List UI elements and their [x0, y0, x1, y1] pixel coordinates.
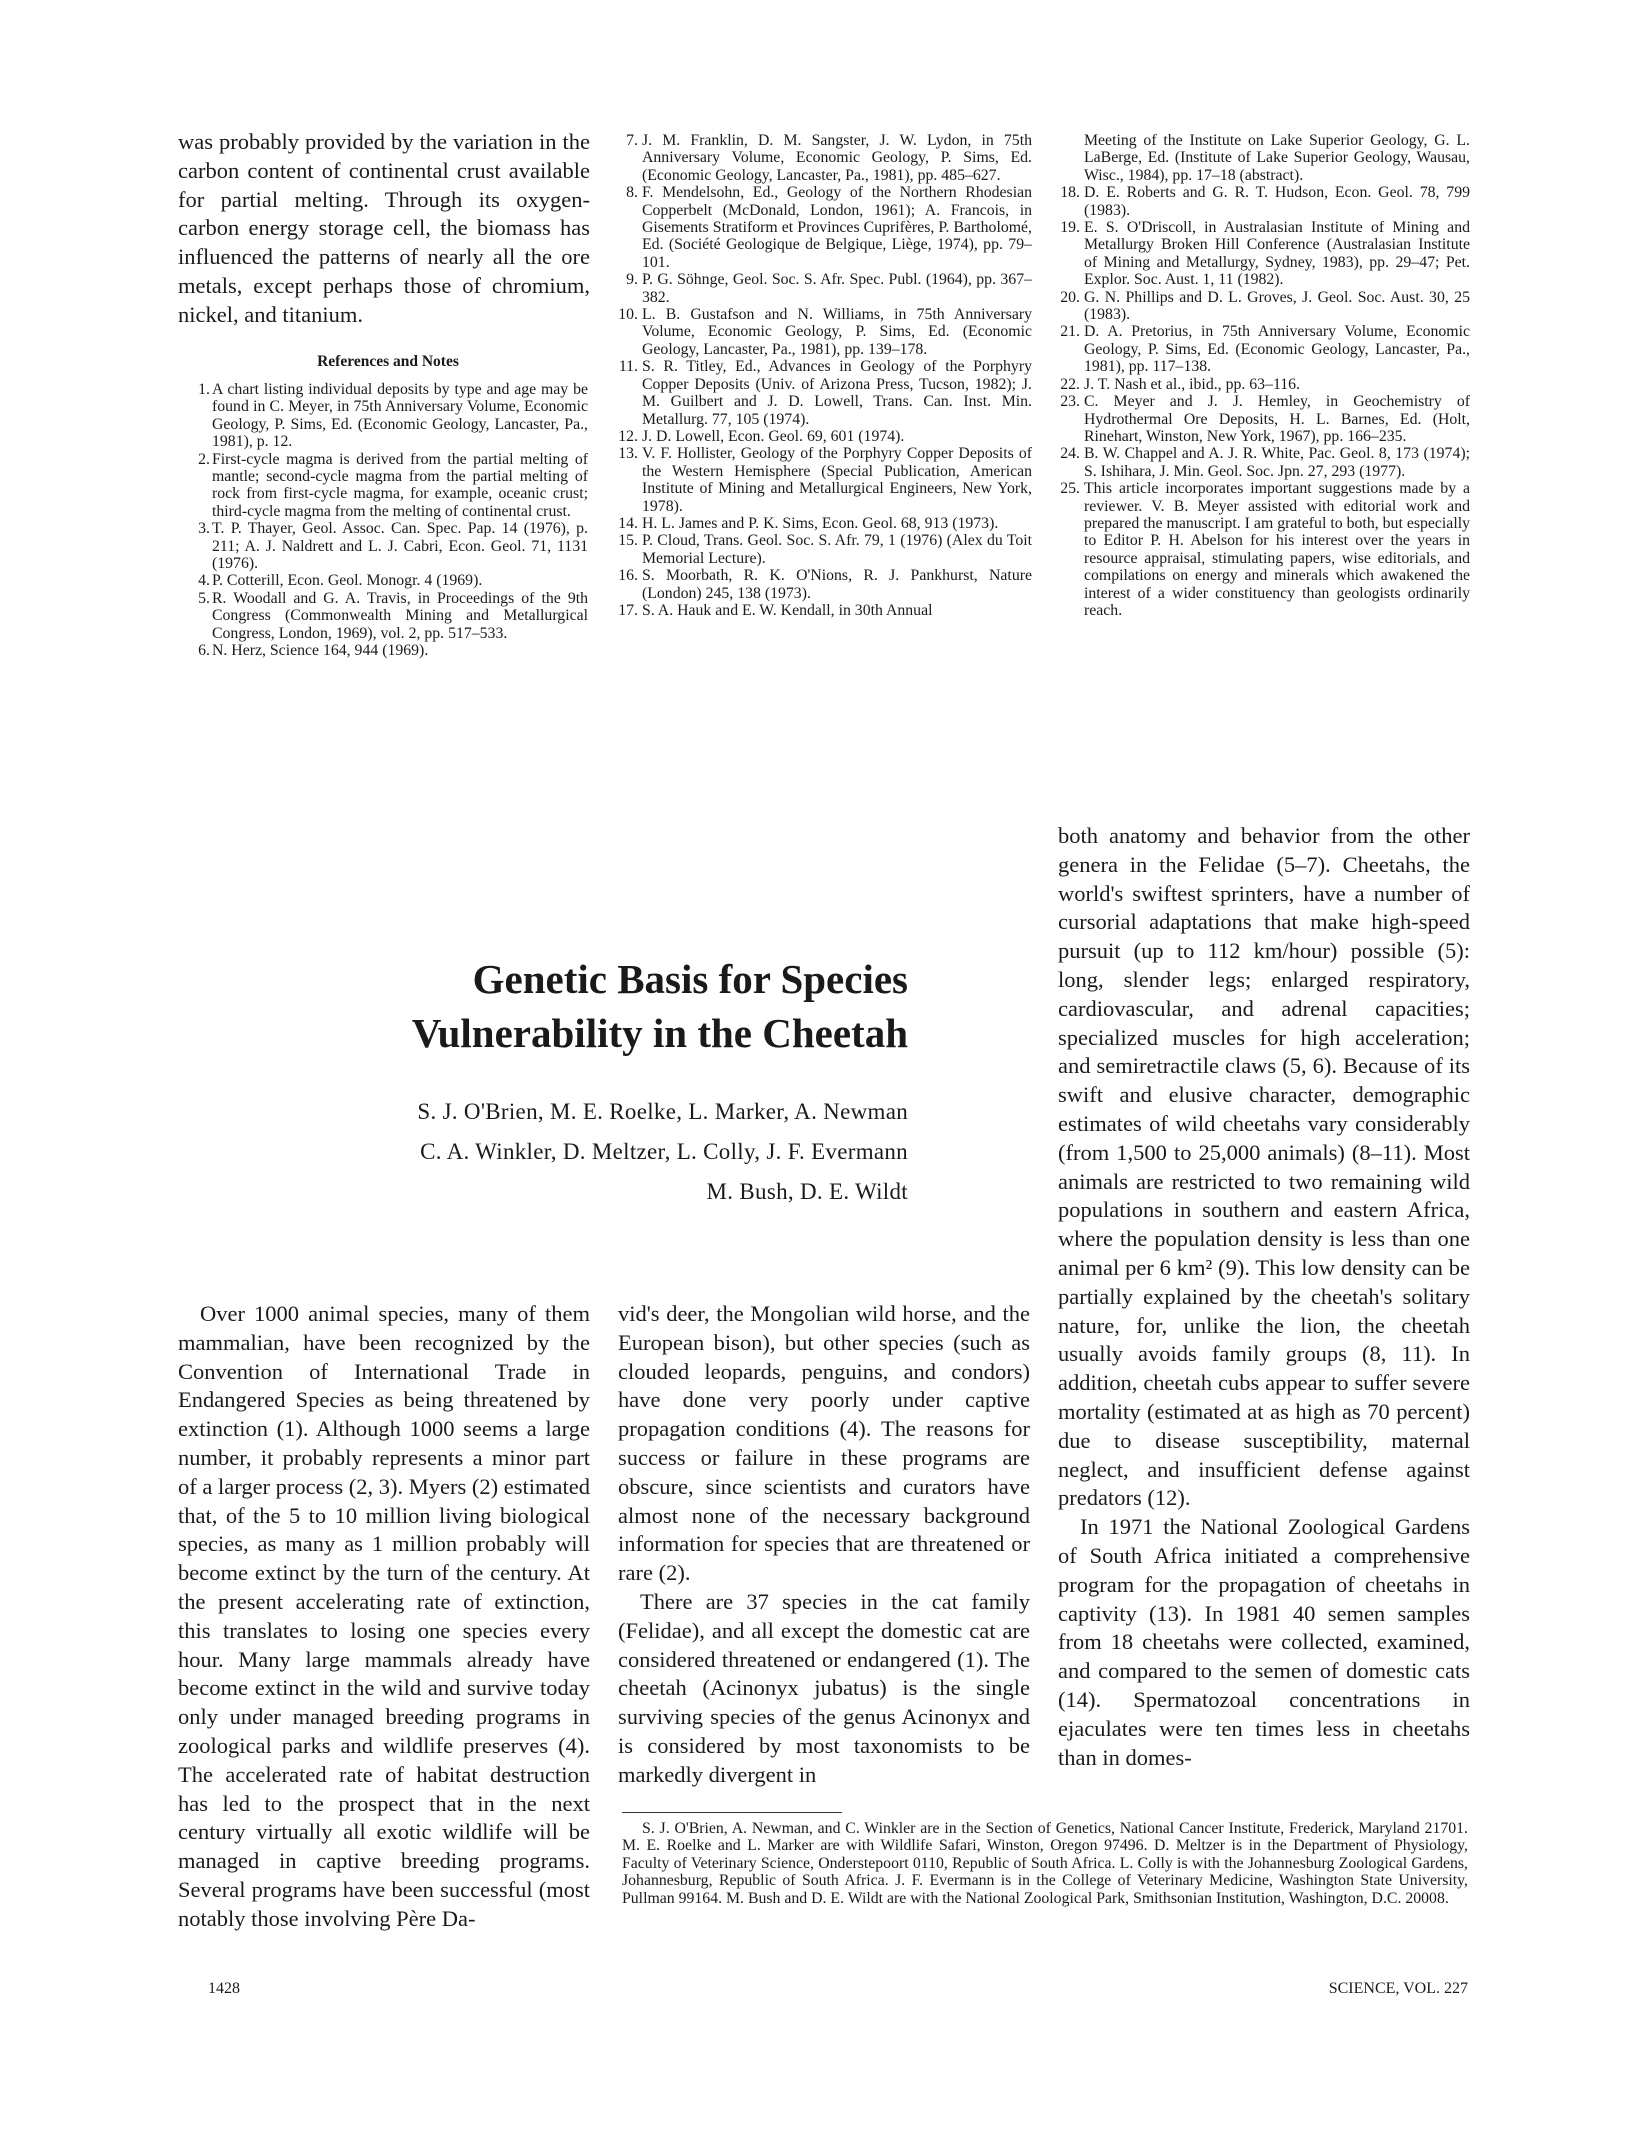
- reference-number: 15.: [618, 532, 638, 550]
- reference-number: 18.: [1060, 184, 1080, 202]
- reference-item: [188, 520, 588, 572]
- reference-item: [616, 132, 1032, 184]
- references-section: [188, 353, 588, 660]
- conclusion-paragraph: was probably provided by the variation in the carbon content of continental crust available for partial melting. Through its oxygen-carbon energy storage cell, the biomass has influenced the patterns of nearly all the ore metals, except perhaps those of chromium, nickel, and titanium.: [178, 129, 590, 327]
- column-2-paragraph-1: vid's deer, the Mongolian wild horse, and the European bison), but other species (such as clouded leopards, penguins, and condors) have done very poorly under captive propagation conditions (4). The reasons for success or failure in these programs are obscure, since scientists and curators have almost none of the necessary background information for species that are threatened or rare (2).: [618, 1301, 1030, 1586]
- reference-text: B. W. Chappel and A. J. R. White, Pac. Geol. 8, 173 (1974); S. Ishihara, J. Min. Geol. Soc. Jpn. 27, 293 (1977).: [1084, 445, 1470, 480]
- article-column-3: [1058, 822, 1470, 1772]
- reference-item: [616, 306, 1032, 358]
- reference-list-col3: [1058, 132, 1470, 619]
- reference-number: 25.: [1060, 480, 1080, 498]
- reference-item: [1058, 376, 1470, 393]
- reference-number: 7.: [626, 132, 638, 149]
- reference-text: L. B. Gustafson and N. Williams, in 75th Anniversary Volume, Economic Geology, P. Sims, Ed. (Economic Geology, Lancaster, Pa., 1981), pp. 139–178.: [642, 306, 1032, 358]
- reference-number: 9.: [626, 271, 638, 289]
- reference-number: 4.: [198, 572, 210, 590]
- column-3-paragraph-1: both anatomy and behavior from the other genera in the Felidae (5–7). Cheetahs, the world's swiftest sprinters, have a number of cursorial adaptations that make high-speed pursuit (up to 112 km/hour) possible (5): long, slender legs; enlarged respiratory, cardiovascular, and adrenal capacities; specialized muscles for high acceleration; and semiretractile claws (5, 6). Because of its swift and elusive character, demographic estimates of wild cheetahs vary considerably (from 1,500 to 25,000 animals) (8–11). Most animals are restricted to two remaining wild populations in southern and eastern Africa, where the population density is less than one animal per 6 km² (9). This low density can be partially explained by the cheetah's solitary nature, for, unlike the lion, the cheetah usually avoids family groups (8, 11). In addition, cheetah cubs appear to suffer severe mortality (estimated at as high as 70 percent) due to disease susceptibility, maternal neglect, and insufficient defense against predators (12).: [1058, 823, 1470, 1511]
- reference-item: [616, 532, 1032, 567]
- reference-text: F. Mendelsohn, Ed., Geology of the Northern Rhodesian Copperbelt (McDonald, London, 1961); A. Francois, in Gisements Stratiform et Provinces Cuprifères, P. Bartholomé, Ed. (Société Geologique de Belgique, Liège, 1974), pp. 79–101.: [642, 184, 1032, 271]
- column-1-paragraph-1: Over 1000 animal species, many of them mammalian, have been recognized by the Convention of International Trade in Endangered Species as being threatened by extinction (1). Although 1000 seems a large number, it probably represents a minor part of a larger process (2, 3). Myers (2) estimated that, of the 5 to 10 million living biological species, as many as 1 million probably will become extinct by the turn of the century. At the present accelerating rate of extinction, this translates to losing one species every hour. Many large mammals already have become extinct in the wild and survive today only under managed breeding programs in zoological parks and wildlife preserves (4). The accelerated rate of habitat destruction has led to the prospect that in the next century virtually all exotic wildlife will be managed in captive breeding programs. Several programs have been successful (most notably those involving Père Da-: [178, 1301, 590, 1931]
- reference-item: [188, 572, 588, 589]
- reference-number: 16.: [618, 567, 638, 585]
- article-title-line-1: Genetic Basis for Species: [472, 956, 908, 1002]
- reference-item: [616, 184, 1032, 271]
- reference-text: P. Cloud, Trans. Geol. Soc. S. Afr. 79, 1 (1976) (Alex du Toit Memorial Lecture).: [642, 532, 1032, 567]
- reference-text: E. S. O'Driscoll, in Australasian Institute of Mining and Metallurgy Broken Hill Conference (Australasian Institute of Mining and Metallurgy, Sydney, 1983), pp. 29–47; Pet. Explor. Soc. Aust. 1, 11 (1982).: [1084, 219, 1470, 289]
- reference-number: 10.: [618, 306, 638, 324]
- article-title-line-2: Vulnerability in the Cheetah: [411, 1010, 908, 1056]
- reference-text: T. P. Thayer, Geol. Assoc. Can. Spec. Pap. 14 (1976), p. 211; A. J. Naldrett and L. J. Cabri, Econ. Geol. 71, 1131 (1976).: [212, 520, 588, 573]
- reference-item: [1058, 445, 1470, 480]
- reference-text: C. Meyer and J. J. Hemley, in Geochemistry of Hydrothermal Ore Deposits, H. L. Barnes, Ed. (Holt, Rinehart, Winston, New York, 1967), pp. 166–235.: [1084, 393, 1470, 445]
- reference-list-col1: [188, 381, 588, 660]
- reference-item: [1058, 393, 1470, 445]
- reference-text: This article incorporates important suggestions made by a reviewer. V. B. Meyer assisted with editorial work and prepared the manuscript. I am grateful to both, but especially to Editor P. H. Abelson for his interest over the years in resource appraisal, stimulating papers, wise editorials, and compilations on energy and minerals which awakened the interest of a wider constituency than geologists ordinarily reach.: [1084, 480, 1470, 619]
- reference-item: [616, 602, 1032, 619]
- footnote-rule: [622, 1812, 842, 1813]
- reference-number: 3.: [198, 520, 210, 538]
- previous-article-conclusion: [178, 128, 590, 330]
- reference-item: [616, 515, 1032, 532]
- reference-text: P. G. Söhnge, Geol. Soc. S. Afr. Spec. Publ. (1964), pp. 367–382.: [642, 271, 1032, 306]
- reference-item: [188, 590, 588, 642]
- reference-item: [616, 271, 1032, 306]
- reference-item: [616, 428, 1032, 445]
- reference-item: [188, 381, 588, 451]
- authors-line-1: S. J. O'Brien, M. E. Roelke, L. Marker, A. Newman: [417, 1099, 908, 1124]
- reference-item: [616, 445, 1032, 515]
- reference-text: H. L. James and P. K. Sims, Econ. Geol. 68, 913 (1973).: [642, 514, 999, 532]
- article-column-1: [178, 1300, 590, 1934]
- reference-item: [188, 451, 588, 521]
- references-heading: References and Notes: [317, 353, 459, 370]
- reference-number: 1.: [198, 381, 210, 398]
- affiliation-footnote: S. J. O'Brien, A. Newman, and C. Winkler are in the Section of Genetics, National Cancer Institute, Frederick, Maryland 21701. M. E. Roelke and L. Marker are with Wildlife Safari, Winston, Oregon 97496. D. Meltzer is in the Department of Physiology, Faculty of Veterinary Science, Onderstepoort 0110, Republic of South Africa. L. Colly is with the Johannesburg Zoological Gardens, Johannesburg, Republic of South Africa. J. F. Evermann is in the College of Veterinary Medicine, Washington State University, Pullman 99164. M. Bush and D. E. Wildt are with the National Zoological Park, Smithsonian Institution, Washington, D.C. 20008.: [622, 1820, 1468, 1907]
- reference-list-col3-wrap: [1058, 132, 1470, 619]
- reference-text: G. N. Phillips and D. L. Groves, J. Geol. Soc. Aust. 30, 25 (1983).: [1084, 288, 1470, 324]
- affiliation-footnote-block: [622, 1820, 1468, 1907]
- reference-item: [1058, 184, 1470, 219]
- authors-line-2: C. A. Winkler, D. Meltzer, L. Colly, J. F. Evermann: [420, 1139, 908, 1164]
- reference-text: N. Herz, Science 164, 944 (1969).: [212, 642, 429, 660]
- reference-list-col2-wrap: [616, 132, 1032, 619]
- reference-text: D. A. Pretorius, in 75th Anniversary Volume, Economic Geology, P. Sims, Ed. (Economic Geology, Lancaster, Pa., 1981), pp. 117–138.: [1084, 323, 1470, 376]
- reference-text: S. A. Hauk and E. W. Kendall, in 30th Annual: [642, 601, 933, 619]
- reference-number: 14.: [618, 514, 638, 532]
- reference-list-col2: [616, 132, 1032, 619]
- reference-text: J. M. Franklin, D. M. Sangster, J. W. Lydon, in 75th Anniversary Volume, Economic Geology, P. Sims, Ed. (Economic Geology, Lancaster, Pa., 1981), pp. 485–627.: [642, 132, 1032, 184]
- reference-item: [1058, 289, 1470, 324]
- reference-text: D. E. Roberts and G. R. T. Hudson, Econ. Geol. 78, 799 (1983).: [1084, 184, 1470, 219]
- reference-item: [1058, 480, 1470, 619]
- journal-volume: SCIENCE, VOL. 227: [1328, 1980, 1468, 1997]
- reference-number: 23.: [1060, 393, 1080, 411]
- page-number: 1428: [208, 1980, 240, 1997]
- reference-text: P. Cotterill, Econ. Geol. Monogr. 4 (1969).: [212, 572, 483, 590]
- article-column-2: [618, 1300, 1030, 1790]
- reference-text: S. Moorbath, R. K. O'Nions, R. J. Pankhurst, Nature (London) 245, 138 (1973).: [642, 567, 1032, 602]
- article-title-block: [260, 952, 908, 1060]
- reference-item: [188, 642, 588, 659]
- reference-number: 5.: [198, 589, 210, 607]
- reference-number: 19.: [1060, 219, 1080, 237]
- reference-text: First-cycle magma is derived from the partial melting of mantle; second-cycle magma from the partial melting of rock from first-cycle magma, for example, oceanic crust; third-cycle magma from the melting of continental crust.: [212, 450, 588, 520]
- reference-number: 6.: [198, 642, 210, 660]
- reference-number: 13.: [618, 445, 638, 463]
- reference-number: 21.: [1060, 323, 1080, 341]
- reference-number: 17.: [618, 601, 638, 619]
- reference-number: 11.: [618, 358, 638, 376]
- authors-block: [200, 1092, 908, 1212]
- reference-item: [1058, 219, 1470, 289]
- reference-text: R. Woodall and G. A. Travis, in Proceedings of the 9th Congress (Commonwealth Mining and Metallurgical Congress, London, 1969), vol. 2, pp. 517–533.: [212, 589, 588, 642]
- reference-text: V. F. Hollister, Geology of the Porphyry Copper Deposits of the Western Hemisphere (Special Publication, American Institute of Mining and Metallurgical Engineers, New York, 1978).: [642, 445, 1032, 515]
- reference-item: [1058, 323, 1470, 375]
- reference-number: 22.: [1060, 375, 1080, 393]
- reference-text: S. R. Titley, Ed., Advances in Geology of the Porphyry Copper Deposits (Univ. of Arizona Press, Tucson, 1982); J. M. Guilbert and J. D. Lowell, Trans. Can. Inst. Min. Metallurg. 77, 105 (1974).: [642, 358, 1032, 428]
- authors-line-3: M. Bush, D. E. Wildt: [706, 1179, 908, 1204]
- reference-number: 8.: [626, 184, 638, 202]
- reference-item: [616, 358, 1032, 428]
- column-3-paragraph-2: In 1971 the National Zoological Gardens of South Africa initiated a comprehensive program for the propagation of cheetahs in captivity (13). In 1981 40 semen samples from 18 cheetahs were collected, examined, and compared to the semen of domestic cats (14). Spermatozoal concentrations in ejaculates were ten times less in cheetahs than in domes-: [1058, 1514, 1470, 1770]
- reference-item: [1058, 132, 1470, 184]
- reference-number: 24.: [1060, 445, 1080, 463]
- column-2-paragraph-2: There are 37 species in the cat family (Felidae), and all except the domestic cat are considered threatened or endangered (1). The cheetah (Acinonyx jubatus) is the single surviving species of the genus Acinonyx and is considered by most taxonomists to be markedly divergent in: [618, 1588, 1030, 1787]
- reference-item: [616, 567, 1032, 602]
- reference-number: 20.: [1060, 288, 1080, 306]
- reference-text: Meeting of the Institute on Lake Superior Geology, G. L. LaBerge, Ed. (Institute of Lake Superior Geology, Wausau, Wisc., 1984), pp. 17–18 (abstract).: [1084, 132, 1470, 184]
- reference-text: J. D. Lowell, Econ. Geol. 69, 601 (1974).: [642, 427, 905, 445]
- reference-text: A chart listing individual deposits by type and age may be found in C. Meyer, in 75th Anniversary Volume, Economic Geology, P. Sims, Ed. (Economic Geology, Lancaster, Pa., 1981), p. 12.: [212, 381, 588, 451]
- reference-text: J. T. Nash et al., ibid., pp. 63–116.: [1084, 375, 1301, 393]
- reference-number: 2.: [198, 450, 210, 468]
- reference-number: 12.: [618, 427, 638, 445]
